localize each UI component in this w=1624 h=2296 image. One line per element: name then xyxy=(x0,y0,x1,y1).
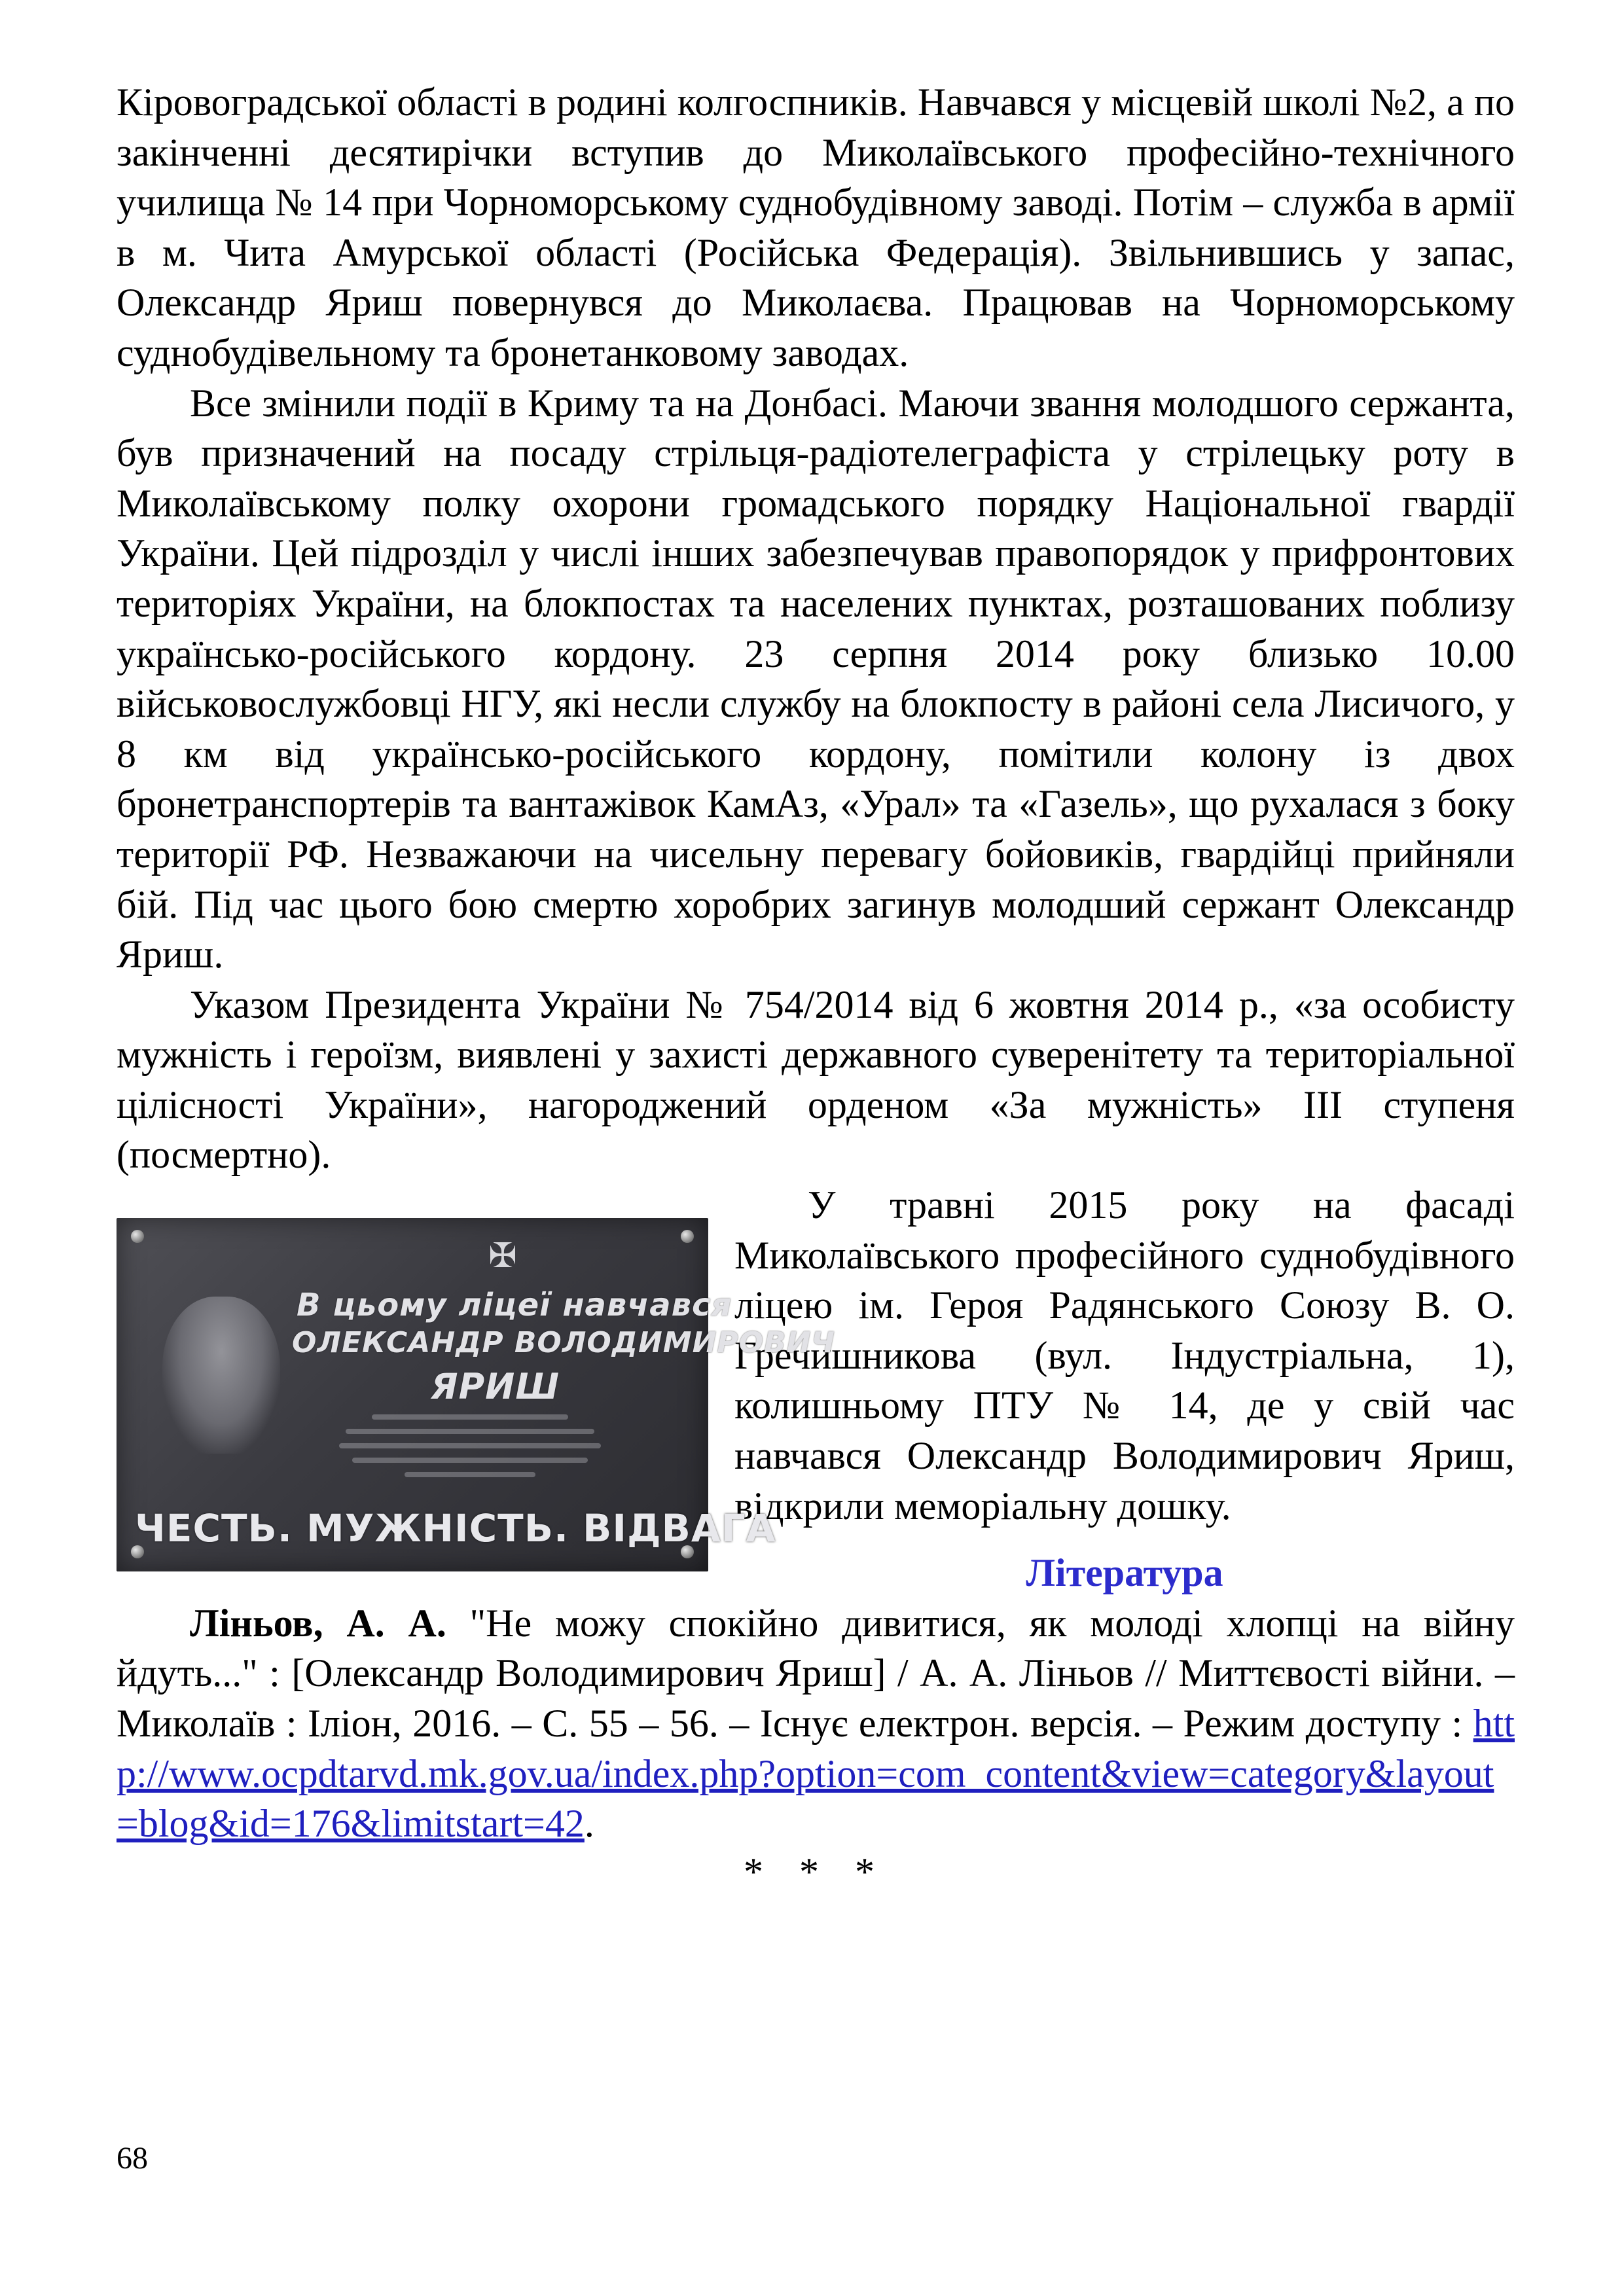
bolt-icon xyxy=(681,1230,694,1243)
literature-link[interactable]: http://www.ocpdtarvd.mk.gov.ua/index.php?option=com_content&view=category&layout=blog&id=176&limitstart=42 xyxy=(117,1702,1515,1846)
plaque-line-2: ОЛЕКСАНДР ВОЛОДИМИРОВИЧ xyxy=(292,1326,835,1360)
plaque-small-text xyxy=(333,1414,607,1486)
paragraph-biography: Кіровоградської області в родині колгоспників. Навчався у місцевій школі №2, а по закінченні десятирічки вступив до Миколаївського професійно-технічного училища № 14 при Чорноморському суднобудівному заводі. Потім – служба в армії в м. Чита Амурської області (Російська Федерація). Звільнившись у запас, Олександр Яриш повернувся до Миколаєва. Працював на Чорноморському суднобудівельному та бронетанковому заводах. xyxy=(117,81,1515,374)
plaque-line-3: ЯРИШ xyxy=(431,1366,560,1408)
literature-after-link: . xyxy=(584,1802,594,1846)
plaque-line-1: В цьому ліцеї навчався xyxy=(297,1287,732,1324)
page-number: 68 xyxy=(117,2141,148,2176)
bolt-icon xyxy=(131,1230,144,1243)
paragraph-war-events: Все змінили події в Криму та на Донбасі. Маючи звання молодшого сержанта, був призначений на посаду стрільця-радіотелеграфіста у стрілецьку роту в Миколаївському полку охорони громадського порядку Національної гвардії України. Цей підрозділ у числі інших забезпечував правопорядок у прифронтових територіях України, на блокпостах та населених пунктах, розташованих поблизу українсько-російського кордону. 23 серпня 2014 року близько 10.00 військовослужбовці НГУ, які несли службу на блокпосту в районі села Лисичого, у 8 км від українсько-російського кордону, помітили колону із двох бронетранспортерів та вантажівок КамАз, «Урал» та «Газель», що рухалася з боку території РФ. Незважаючи на чисельну перевагу бойовиків, гвардійці прийняли бій. Під час цього бою смертю хоробрих загинув молодший сержант Олександр Яриш. xyxy=(117,381,1515,977)
portrait-engraving xyxy=(162,1297,280,1454)
literature-author: Ліньов, А. А. xyxy=(190,1601,446,1645)
literature-entry xyxy=(117,1598,1515,1849)
paragraph-memorial: У травні 2015 року на фасаді Миколаївського професійного суднобудівного ліцею ім. Героя Радянського Союзу В. О. Гречишникова (вул. Індустріальна, 1), колишньому ПТУ № 14, де у свій час навчався Олександр Володимирович Яриш, відкрили меморіальну дошку. xyxy=(734,1183,1515,1528)
paragraph-award: Указом Президента України № 754/2014 від 6 жовтня 2014 р., «за особисту мужність і героїзм, виявлені у захисті державного суверенітету та територіальної цілісності України», нагороджений орденом «За мужність» III ступеня (посмертно). xyxy=(117,982,1515,1177)
literature-heading: Література xyxy=(1026,1551,1223,1595)
plaque-section xyxy=(117,1180,1515,1551)
page-content xyxy=(117,77,1515,1895)
plaque-motto: ЧЕСТЬ. МУЖНІСТЬ. ВІДВАГА xyxy=(135,1506,776,1551)
trident-cross-icon: ✠ xyxy=(488,1236,517,1276)
memorial-plaque-photo xyxy=(117,1218,835,1571)
section-separator: * * * xyxy=(744,1850,888,1893)
literature-text: "Не можу спокійно дивитися, як молоді хлопці на війну йдуть..." : [Олександр Володимирович Яриш] / А. А. Ліньов // Миттєвості війни. – Миколаїв : Іліон, 2016. – С. 55 – 56. – Існує електрон. версія. – Режим доступу : xyxy=(117,1601,1515,1745)
